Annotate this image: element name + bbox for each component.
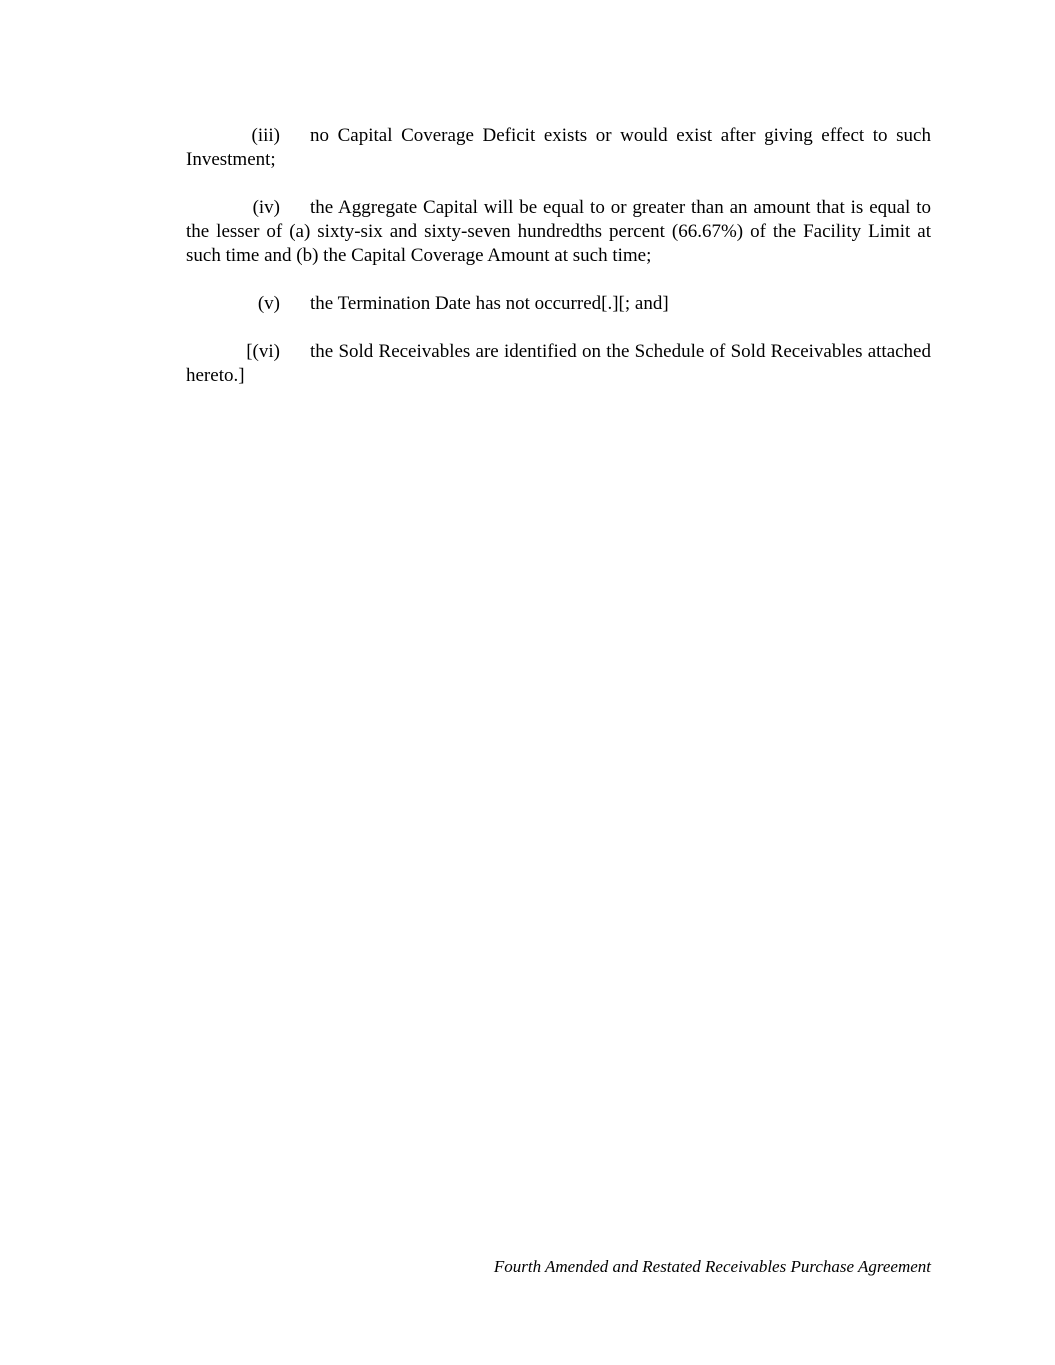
clause-number: (v) [257, 293, 280, 314]
clause-text: the Sold Receivables are identified on the Schedule of Sold Receivables attached hereto.] [186, 341, 931, 386]
document-footer-title: Fourth Amended and Restated Receivables Purchase Agreement [493, 1257, 931, 1276]
clause-number: (iv) [252, 197, 280, 218]
clause-vi [186, 340, 931, 388]
clause-iii [186, 124, 931, 172]
clause-v [186, 292, 931, 316]
clause-iv [186, 196, 931, 268]
clause-text: the Aggregate Capital will be equal to or greater than an amount that is equal to the lesser of (a) sixty-six and sixty-seven hundredths percent (66.67%) of the Facility Limit at such time and (b) the Capital Coverage Amount at such time; [186, 197, 931, 266]
clause-text: no Capital Coverage Deficit exists or would exist after giving effect to such Investment; [186, 125, 931, 170]
clause-number: [(vi) [246, 341, 280, 362]
clause-number: (iii) [251, 125, 280, 146]
document-body [186, 124, 931, 412]
clause-text: the Termination Date has not occurred[.][; and] [310, 293, 669, 314]
